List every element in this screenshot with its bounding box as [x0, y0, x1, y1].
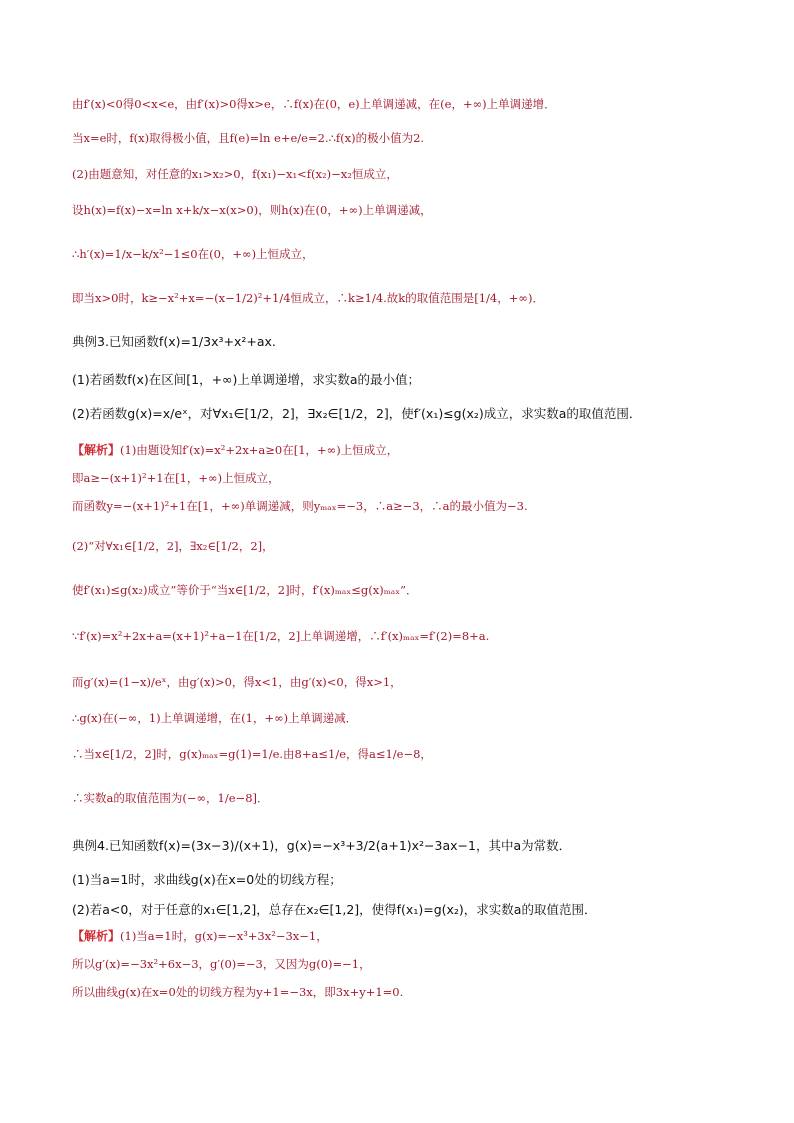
- text-line: [72, 200, 754, 220]
- text-line: [72, 672, 754, 692]
- question-line: [72, 404, 754, 424]
- text-line: [72, 244, 754, 264]
- line-text: (2)若a<0，对于任意的x₁∈[1,2]，总存在x₂∈[1,2]，使得f(x₁)=g(x₂)，求实数a的取值范围．: [72, 902, 597, 917]
- line-text: ∴当x∈[1/2，2]时，g(x)ₘₐₓ=g(1)=1/e.由8+a≤1/e，得a≤1/e−8，: [72, 747, 432, 761]
- text-line: [72, 128, 754, 148]
- question-line: [72, 900, 754, 920]
- text-line: [72, 440, 754, 460]
- line-text: 而函数y=−(x+1)²+1在[1，+∞)单调递减，则yₘₐₓ=−3，∴a≥−3，∴a的最小值为−3.: [72, 499, 528, 513]
- text-line: [72, 744, 754, 764]
- text-line: [72, 982, 754, 1002]
- line-text: (2)由题意知，对任意的x₁>x₂>0，f(x₁)−x₁<f(x₂)−x₂恒成立，: [72, 167, 398, 181]
- example-heading: [72, 836, 754, 856]
- line-text: (1)当a=1时，求曲线g(x)在x=0处的切线方程；: [72, 872, 342, 887]
- analysis-tag: 【解析】: [72, 443, 121, 457]
- text-line: [72, 626, 754, 646]
- question-line: [72, 870, 754, 890]
- text-line: [72, 496, 754, 516]
- line-text: 典例3.已知函数f(x)=1/3x³+x²+ax.: [72, 334, 276, 349]
- question-line: [72, 370, 754, 390]
- line-text: 由f′(x)<0得0<x<e，由f′(x)>0得x>e，∴f(x)在(0，e)上单调递减，在(e，+∞)上单调递增．: [72, 97, 556, 111]
- line-text: 即当x>0时，k≥−x²+x=−(x−1/2)²+1/4恒成立，∴k≥1/4.故k的取值范围是[1/4，+∞)．: [72, 291, 544, 305]
- line-text: 当x=e时，f(x)取得极小值，且f(e)=ln e+e/e=2.∴f(x)的极小值为2.: [72, 131, 425, 145]
- line-text: (2)若函数g(x)=x/eˣ，对∀x₁∈[1/2，2]，∃x₂∈[1/2，2]，使f′(x₁)≤g(x₂)成立，求实数a的取值范围．: [72, 406, 642, 421]
- text-line: [72, 164, 754, 184]
- text-line: [72, 94, 754, 114]
- line-text: 所以曲线g(x)在x=0处的切线方程为y+1=−3x，即3x+y+1=0.: [72, 985, 404, 999]
- line-text: 即a≥−(x+1)²+1在[1，+∞)上恒成立，: [72, 471, 280, 485]
- text-line: [72, 954, 754, 974]
- example-heading: [72, 332, 754, 352]
- text-line: [72, 926, 754, 946]
- text-line: [72, 288, 754, 308]
- line-text: 而g′(x)=(1−x)/eˣ，由g′(x)>0，得x<1，由g′(x)<0，得x>1，: [72, 675, 402, 689]
- line-text: 所以g′(x)=−3x²+6x−3，g′(0)=−3，又因为g(0)=−1，: [72, 957, 371, 971]
- line-text: (2)“对∀x₁∈[1/2，2]，∃x₂∈[1/2，2]，: [72, 539, 274, 553]
- text-line: [72, 468, 754, 488]
- line-text: (1)由题设知f′(x)=x²+2x+a≥0在[1，+∞)上恒成立，: [120, 443, 399, 457]
- line-text: 使f′(x₁)≤g(x₂)成立”等价于“当x∈[1/2，2]时，f′(x)ₘₐₓ≤g(x)ₘₐₓ”．: [72, 583, 418, 597]
- analysis-tag: 【解析】: [72, 929, 121, 943]
- line-text: ∴g(x)在(−∞，1)上单调递增，在(1，+∞)上单调递减．: [72, 711, 358, 725]
- line-text: (1)若函数f(x)在区间[1，+∞)上单调递增，求实数a的最小值；: [72, 372, 421, 387]
- line-text: ∴实数a的取值范围为(−∞，1/e−8]．: [72, 791, 269, 805]
- text-line: [72, 788, 754, 808]
- text-line: [72, 708, 754, 728]
- text-line: [72, 536, 754, 556]
- line-text: (1)当a=1时，g(x)=−x³+3x²−3x−1，: [120, 929, 328, 943]
- line-text: ∵f′(x)=x²+2x+a=(x+1)²+a−1在[1/2，2]上单调递增，∴f′(x)ₘₐₓ=f′(2)=8+a.: [72, 629, 490, 643]
- line-text: ∴h′(x)=1/x−k/x²−1≤0在(0，+∞)上恒成立，: [72, 247, 314, 261]
- line-text: 典例4.已知函数f(x)=(3x−3)/(x+1)，g(x)=−x³+3/2(a+1)x²−3ax−1，其中a为常数．: [72, 838, 572, 853]
- text-line: [72, 580, 754, 600]
- line-text: 设h(x)=f(x)−x=ln x+k/x−x(x>0)，则h(x)在(0，+∞)上单调递减，: [72, 203, 432, 217]
